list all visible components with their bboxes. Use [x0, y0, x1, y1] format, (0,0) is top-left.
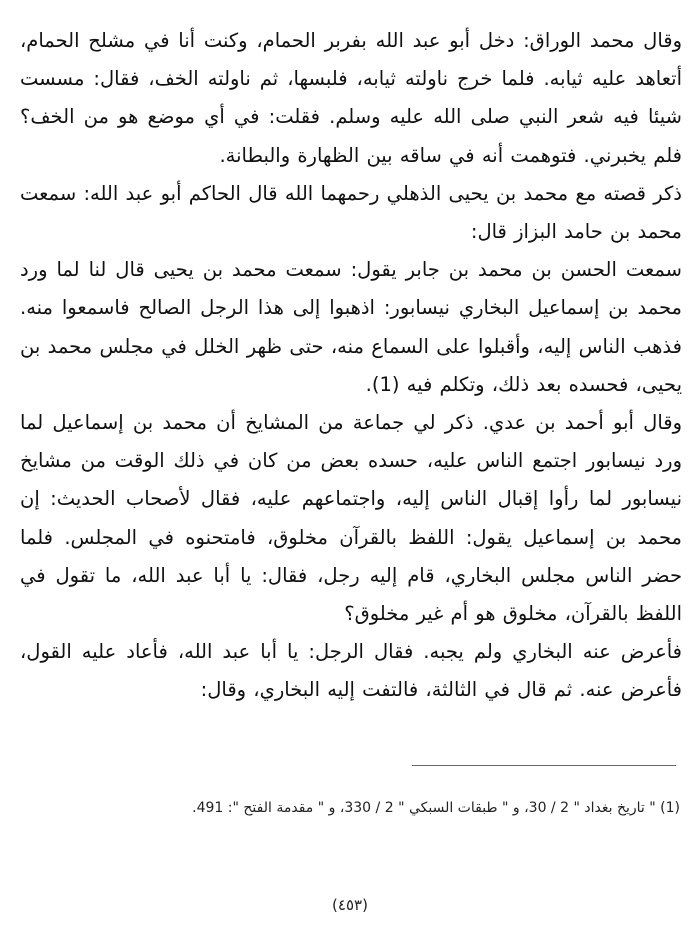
footnote: (1) " تاريخ بغداد " 2 / 30، و " طبقات السبكي " 2 / 330، و " مقدمة الفتح ": 491. — [192, 800, 680, 816]
paragraph-5: فأعرض عنه البخاري ولم يجبه. فقال الرجل: يا أبا عبد الله، فأعاد عليه القول، فأعرض عنه. ثم قال في الثالثة، فالتفت إليه البخاري، وقال: — [20, 640, 682, 702]
main-text — [20, 22, 682, 710]
paragraph-1: وقال محمد الوراق: دخل أبو عبد الله بفربر الحمام، وكنت أنا في مشلح الحمام، أتعاهد عليه ثيابه. فلما خرج ناولته ثيابه، فلبسها، ثم ناولته الخف، فقال: مسست شيئا فيه شعر النبي صلى الله عليه وسلم. فقلت: في أي موضع هو من الخف؟ فلم يخبرني. فتوهمت أنه في ساقه بين الظهارة والبطانة. — [20, 29, 682, 167]
paragraph-3: سمعت الحسن بن محمد بن جابر يقول: سمعت محمد بن يحيى قال لنا لما ورد محمد بن إسماعيل البخاري نيسابور: اذهبوا إلى هذا الرجل الصالح فاسمعوا منه. فذهب الناس إليه، وأقبلوا على السماع منه، حتى ظهر الخلل في مجلس محمد بن يحيى، فحسده بعد ذلك، وتكلم فيه (1). — [20, 258, 682, 396]
paragraph-2: ذكر قصته مع محمد بن يحيى الذهلي رحمهما الله قال الحاكم أبو عبد الله: سمعت محمد بن حامد البزاز قال: — [20, 181, 682, 244]
paragraph-4: وقال أبو أحمد بن عدي. ذكر لي جماعة من المشايخ أن محمد بن إسماعيل لما ورد نيسابور اجتمع الناس عليه، حسده بعض من كان في ذلك الوقت من مشايخ نيسابور لما رأوا إقبال الناس إليه، واجتماعهم عليه، فقال لأصحاب الحديث: إن محمد بن إسماعيل يقول: اللفظ بالقرآن مخلوق، فامتحنوه في المجلس. فلما حضر الناس مجلس البخاري، قام إليه رجل، فقال: يا أبا عبد الله، ما تقول في اللفظ بالقرآن، مخلوق هو أم غير مخلوق؟ — [20, 411, 682, 626]
footnote-divider — [412, 765, 676, 766]
page-number: (٤٥٣) — [332, 896, 368, 914]
